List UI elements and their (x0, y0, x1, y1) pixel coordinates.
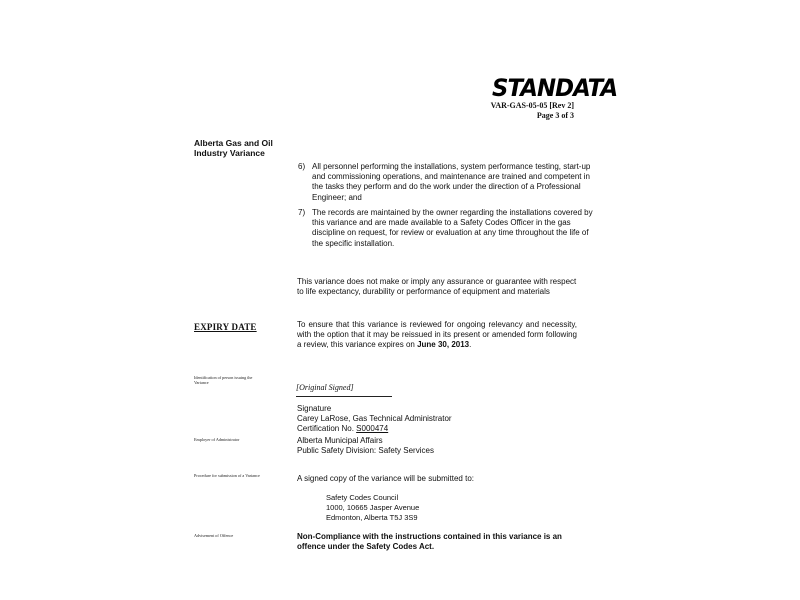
employer-line2: Public Safety Division: Safety Services (297, 446, 434, 456)
assurance-paragraph: This variance does not make or imply any assurance or guarantee with respect to life expectancy, durability or performance of equipment and materials (297, 277, 577, 297)
condition-item-6 (298, 162, 594, 203)
identification-label: Identification of person issuing the Variance (194, 375, 253, 385)
standata-logo: STANDATA (492, 74, 618, 102)
address-line2: 1000, 10665 Jasper Avenue (326, 502, 420, 512)
item-text: All personnel performing the installations, system performance testing, start-up and commissioning operations, and maintenance are trained and competent in the tasks they perform and do the work under the direction of a Professional Engineer; and (312, 162, 591, 202)
employer-label: Employer of Administrator (194, 437, 240, 442)
submission-address (326, 493, 419, 522)
signature-line (296, 396, 392, 397)
signatory-block (297, 404, 452, 435)
expiry-date-label: EXPIRY DATE (194, 322, 257, 332)
expiry-text: To ensure that this variance is reviewed for ongoing relevancy and necessity, with the option that it may be reissued in its present or amended form following a review, this variance expires on (297, 320, 577, 350)
item-text: The records are maintained by the owner regarding the installations covered by this variance and are made available to a Safety Codes Officer in the gas discipline on request, for review or evaluation at any time throughout the life of the specific installation. (312, 208, 593, 248)
address-line3: Edmonton, Alberta T5J 3S9 (326, 512, 418, 522)
submission-label: Procedure for submission of a Variance (194, 473, 260, 478)
signatory-name: Carey LaRose, Gas Technical Administrator (297, 414, 452, 424)
document-reference (491, 101, 574, 121)
submission-text: A signed copy of the variance will be submitted to: (297, 474, 474, 483)
section-heading: Alberta Gas and Oil Industry Variance (194, 138, 273, 158)
page-number: Page 3 of 3 (536, 111, 574, 120)
address-line1: Safety Codes Council (326, 493, 399, 502)
certification-line (297, 424, 452, 434)
item-number: 7) (298, 208, 306, 217)
employer-line1: Alberta Municipal Affairs (297, 436, 383, 445)
expiry-date: June 30, 2013 (417, 340, 470, 350)
item-number: 6) (298, 162, 306, 171)
condition-item-7 (298, 208, 594, 249)
offence-label: Advisement of Offence (194, 533, 234, 538)
original-signed: [Original Signed] (296, 383, 354, 392)
expiry-paragraph (297, 320, 577, 351)
expiry-end: . (469, 340, 472, 350)
certification-prefix: Certification No. (297, 424, 354, 434)
document-code: VAR-GAS-05-05 [Rev 2] (490, 101, 574, 110)
signature-label: Signature (297, 404, 332, 413)
employer-block (297, 436, 434, 456)
offence-text: Non-Compliance with the instructions contained in this variance is an offence under the Safety Codes Act. (297, 532, 562, 552)
certification-number: S000474 (356, 424, 389, 434)
